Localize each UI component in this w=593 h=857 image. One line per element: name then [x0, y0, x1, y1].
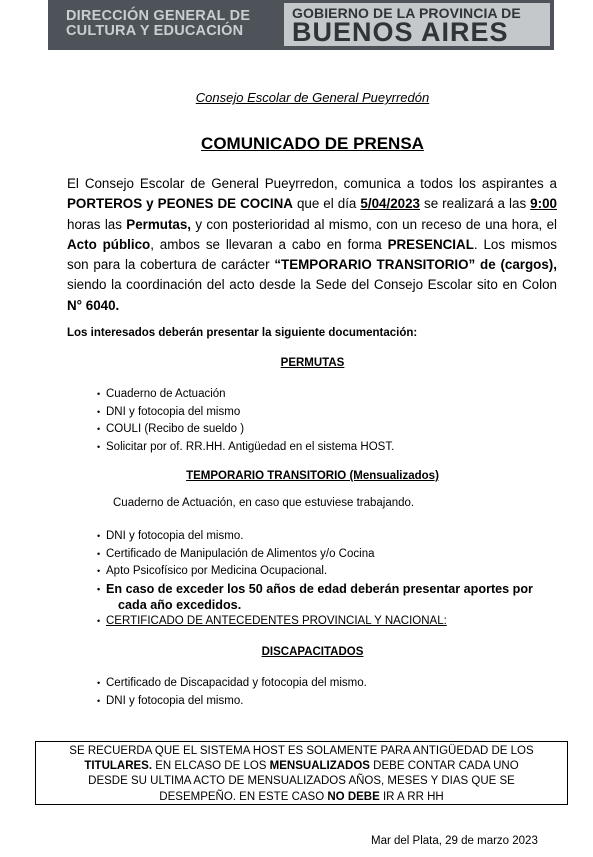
council-subtitle: Consejo Escolar de General Pueyrredón [195, 90, 430, 105]
list-item: • Certificado de Discapacidad y fotocopia del mismo. [97, 675, 367, 693]
banner-right-line2: BUENOS AIRES [292, 17, 509, 47]
list-item: • COULI (Recibo de sueldo ) [97, 421, 394, 439]
intro-text: . Los mismos son para la cobertura de carácter [67, 236, 558, 273]
banner-left-line1: DIRECCIÓN GENERAL DE [66, 8, 251, 24]
intro-bold-temporario: “TEMPORARIO TRANSITORIO” de (cargos), [274, 257, 557, 273]
age-requirement-line2: cada año excedidos. [118, 597, 242, 612]
notice-text: EN ELCASO DE LOS [152, 760, 270, 773]
section-title-temporario: TEMPORARIO TRANSITORIO (Mensualizados) [186, 470, 439, 482]
section-title-permutas: PERMUTAS [280, 357, 345, 369]
intro-time: 9:00 [530, 196, 557, 212]
list-item: • DNI y fotocopia del mismo. [97, 528, 547, 546]
notice-line2 [36, 759, 567, 774]
intro-text: El Consejo Escolar de General Pueyrredon, comunica a todos los aspirantes a [67, 176, 557, 191]
notice-text: DEBE CONTAR CADA UNO [369, 760, 519, 773]
banner-right-box [284, 3, 550, 46]
intro-bold-permutas: Permutas, [126, 216, 192, 232]
intro-text: , ambos se llevaran a cabo en forma [150, 236, 388, 252]
notice-line1: SE RECUERDA QUE EL SISTEMA HOST ES SOLAMENTE PARA ANTIGÜEDAD DE LOS [69, 745, 534, 757]
page-title: COMUNICADO DE PRENSA [201, 134, 424, 153]
notice-text: IR A RR HH [379, 790, 444, 803]
header-banner [48, 0, 554, 50]
list-item: • Cuaderno de Actuación [97, 386, 394, 404]
intro-bold-address: N° 6040. [67, 297, 120, 313]
intro-text: que el día [292, 196, 361, 212]
notice-bold-titulares: TITULARES. [84, 760, 153, 773]
documentation-heading: Los interesados deberán presentar la siguiente documentación: [67, 327, 418, 339]
intro-date: 5/04/2023 [360, 196, 420, 212]
banner-left-line2: CULTURA Y EDUCACIÓN [66, 23, 244, 39]
intro-text: siendo la coordinación del acto desde la Sede del Consejo Escolar sito en Colon [67, 277, 557, 293]
intro-paragraph [67, 174, 557, 316]
notice-box [35, 741, 568, 805]
permutas-list [97, 386, 394, 456]
age-requirement-line1: En caso de exceder los 50 años de edad deberán presentar aportes por [106, 581, 533, 596]
notice-line4 [36, 790, 567, 805]
list-item: • DNI y fotocopia del mismo. [97, 693, 367, 711]
intro-bold-presencial: PRESENCIAL [387, 236, 474, 252]
notice-text: DESEMPEÑO. EN ESTE CASO [159, 790, 328, 803]
intro-text: se realizará a las [419, 196, 531, 212]
intro-text: horas las [67, 216, 127, 232]
list-item-age-requirement [97, 581, 547, 613]
notice-bold-mensualizados: MENSUALIZADOS [269, 760, 370, 773]
intro-text: y con posterioridad al mismo, con un receso de una hora, el [191, 216, 557, 232]
list-item-certificado: • CERTIFICADO DE ANTECEDENTES PROVINCIAL Y NACIONAL: [97, 613, 547, 631]
section-title-discapacitados: DISCAPACITADOS [261, 646, 364, 658]
list-item: • Certificado de Manipulación de Alimentos y/o Cocina [97, 546, 547, 564]
date-line: Mar del Plata, 29 de marzo 2023 [371, 835, 538, 847]
list-item: • DNI y fotocopia del mismo [97, 404, 394, 422]
list-item: • Solicitar por of. RR.HH. Antigüedad en el sistema HOST. [97, 439, 394, 457]
notice-line3: DESDE SU ULTIMA ACTO DE MENSUALIZADOS AÑOS, MESES Y DIAS QUE SE [88, 775, 515, 788]
temporario-list [97, 528, 547, 630]
intro-bold-acto: Acto público [67, 236, 151, 252]
temporario-intro-line: Cuaderno de Actuación, en caso que estuviese trabajando. [113, 497, 415, 509]
discapacitados-list [97, 675, 367, 710]
intro-bold-positions: PORTEROS y PEONES DE COCINA [67, 196, 293, 212]
banner-left-text [66, 9, 250, 39]
notice-bold-no-debe: NO DEBE [327, 790, 380, 803]
list-item: • Apto Psicofísico por Medicina Ocupacional. [97, 563, 547, 581]
banner-right-line1: GOBIERNO DE LA PROVINCIA DE [292, 5, 521, 21]
